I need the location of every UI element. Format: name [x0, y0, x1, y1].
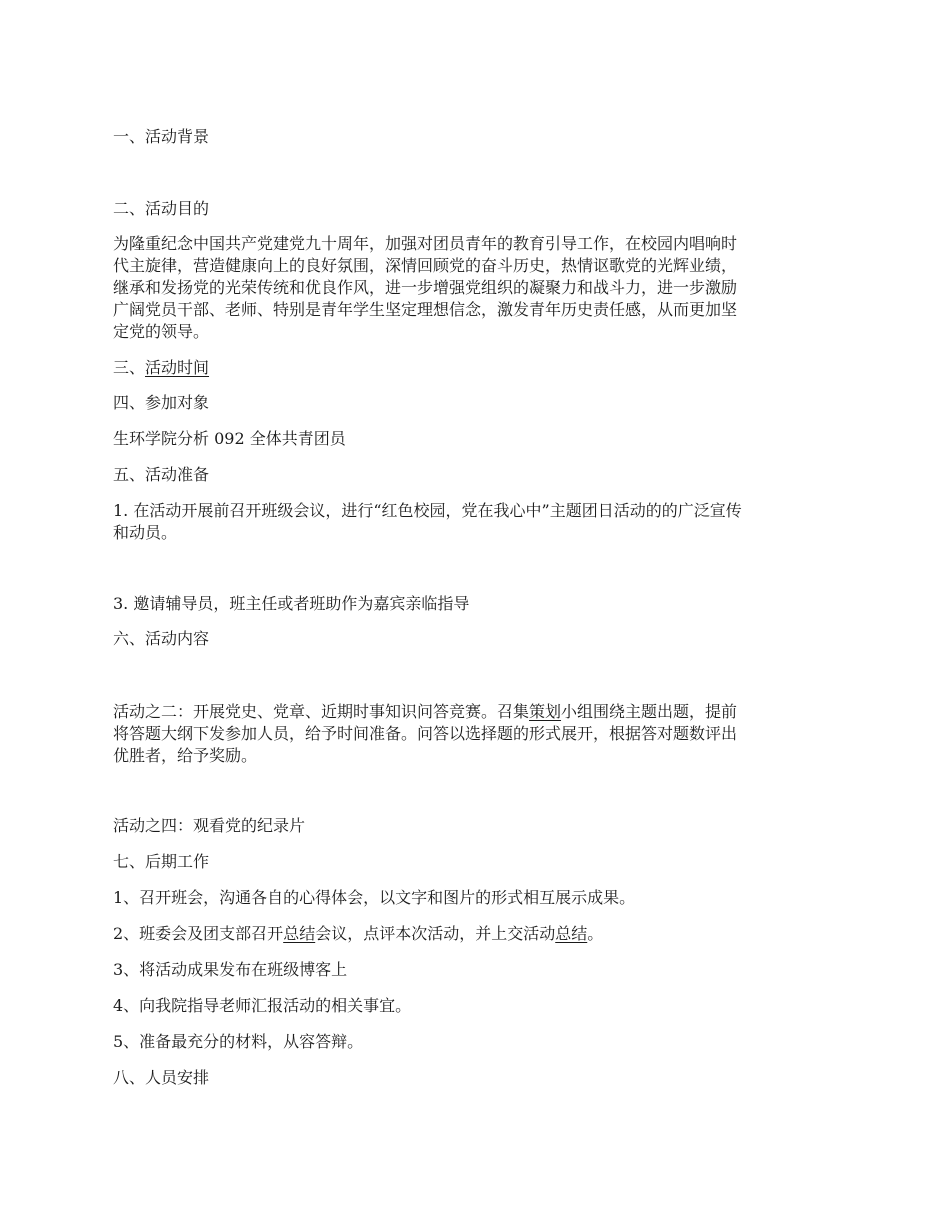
- followup-item-1: 1、召开班会，沟通各自的心得体会，以文字和图片的形式相互展示成果。: [113, 888, 636, 907]
- followup-item-4: 4、向我院指导老师汇报活动的相关事宜。: [113, 996, 412, 1015]
- activity-2-line: 将答题大纲下发参加人员，给予时间准备。问答以选择题的形式展开，根据答对题数评出: [113, 724, 738, 743]
- activity-2-line: 优胜者，给予奖励。: [113, 746, 258, 765]
- summary-link[interactable]: 总结: [555, 924, 588, 943]
- text-run: 。: [587, 924, 604, 943]
- text-run: 小组围绕主题出题，提前: [561, 702, 738, 721]
- section-heading-staffing: 八、人员安排: [113, 1068, 210, 1087]
- followup-item-5: 5、准备最充分的材料，从容答辩。: [113, 1032, 364, 1051]
- purpose-line: 代主旋律，营造健康向上的良好氛围，深情回顾党的奋斗历史，热情讴歌党的光辉业绩，: [113, 256, 738, 275]
- preparation-item-3: 3. 邀请辅导员，班主任或者班助作为嘉宾亲临指导: [113, 594, 470, 613]
- purpose-line: 为隆重纪念中国共产党建党九十周年，加强对团员青年的教育引导工作，在校园内唱响时: [113, 234, 738, 253]
- section-heading-purpose: 二、活动目的: [113, 199, 210, 218]
- section-heading-content: 六、活动内容: [113, 629, 210, 648]
- purpose-line: 定党的领导。: [113, 322, 210, 341]
- activity-2-line: [113, 701, 840, 723]
- section-heading-followup: 七、后期工作: [113, 852, 210, 871]
- activity-2-paragraph: [113, 701, 840, 767]
- section-heading-participants: 四、参加对象: [113, 393, 210, 412]
- section-heading-preparation: 五、活动准备: [113, 465, 210, 484]
- text-run: 活动之二：开展党史、党章、近期时事知识问答竞赛。召集: [113, 702, 530, 721]
- purpose-line: 广阔党员干部、老师、特别是青年学生坚定理想信念，激发青年历史责任感，从而更加坚: [113, 300, 738, 319]
- preparation-item-1: [113, 500, 840, 544]
- preparation-line: 1. 在活动开展前召开班级会议，进行“红色校园，党在我心中”主题团日活动的的广泛宣传: [113, 501, 742, 520]
- activity-4-text: 活动之四：观看党的纪录片: [113, 816, 306, 835]
- section-heading-time: [113, 357, 843, 379]
- purpose-paragraph: [113, 233, 840, 343]
- planning-link[interactable]: 策划: [529, 702, 562, 721]
- followup-item-2: [113, 923, 843, 945]
- participants-text: 生环学院分析 092 全体共青团员: [113, 429, 346, 448]
- section-heading-background: 一、活动背景: [113, 127, 210, 146]
- purpose-line: 继承和发扬党的光荣传统和优良作风，进一步增强党组织的凝聚力和战斗力，进一步激励: [113, 278, 738, 297]
- section-number: 三、: [113, 358, 146, 377]
- summary-link[interactable]: 总结: [283, 924, 316, 943]
- text-run: 会议，点评本次活动，并上交活动: [315, 924, 556, 943]
- text-run: 2、班委会及团支部召开: [113, 924, 284, 943]
- preparation-line: 和动员。: [113, 523, 178, 542]
- followup-item-3: 3、将活动成果发布在班级博客上: [113, 960, 348, 979]
- activity-time-link[interactable]: 活动时间: [145, 358, 210, 377]
